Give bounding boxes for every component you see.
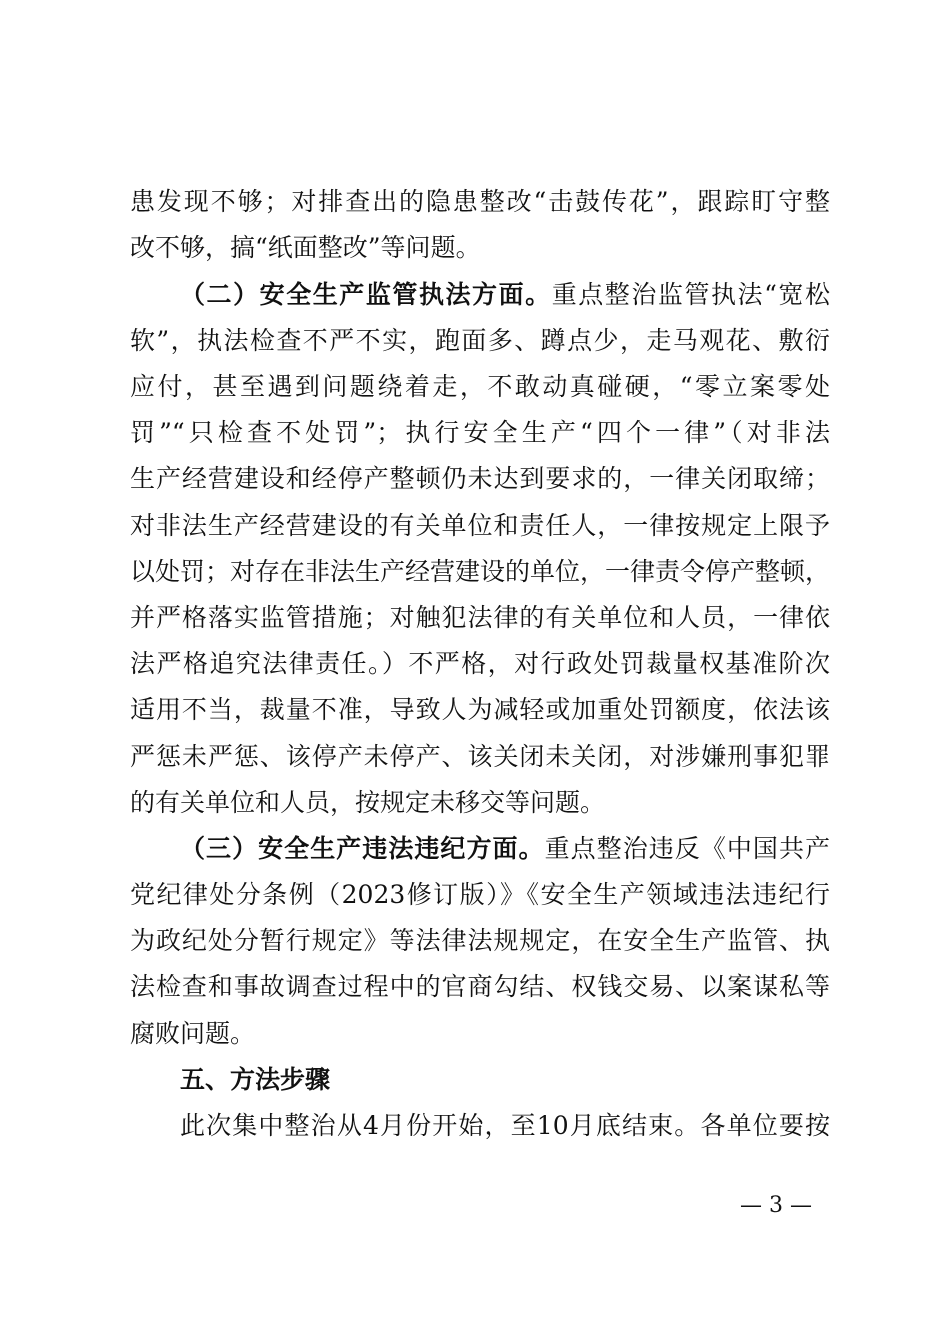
paragraph-line (180, 279, 830, 313)
paragraph-text: 重点整治违反《中国共产 (544, 834, 830, 863)
paragraph-line: 以处罚；对存在非法生产经营建设的单位，一律责令停产整顿， (130, 557, 831, 586)
paragraph-line: 应付，甚至遇到问题绕着走，不敢动真碰硬，“零立案零处 (130, 372, 830, 401)
paragraph-line: 患发现不够；对排查出的隐患整改“击鼓传花”，跟踪盯守整 (130, 187, 830, 216)
paragraph-line: 的有关单位和人员，按规定未移交等问题。 (130, 788, 606, 817)
paragraph-line: 法严格追究法律责任。）不严格，对行政处罚裁量权基准阶次 (130, 649, 830, 678)
paragraph-lead: （二）安全生产监管执法方面。 (180, 280, 552, 309)
paragraph-line: 改不够，搞“纸面整改”等问题。 (130, 233, 481, 262)
paragraph-line (180, 833, 830, 867)
paragraph-lead: （三）安全生产违法违纪方面。 (180, 834, 545, 863)
paragraph-line: 生产经营建设和经停产整顿仍未达到要求的，一律关闭取缔； (130, 464, 830, 493)
paragraph-line: 腐败问题。 (130, 1019, 256, 1048)
paragraph-text: 重点整治监管执法“宽松 (551, 280, 830, 309)
paragraph-line: 党纪律处分条例（2023修订版）》《安全生产领域违法违纪行 (130, 880, 830, 909)
section-heading: 五、方法步骤 (180, 1065, 331, 1094)
paragraph-line: 此次集中整治从4月份开始，至10月底结束。各单位要按 (180, 1111, 830, 1140)
paragraph-line: 为政纪处分暂行规定》等法律法规规定，在安全生产监管、执 (130, 926, 830, 955)
paragraph-line: 并严格落实监管措施；对触犯法律的有关单位和人员，一律依 (130, 603, 830, 632)
paragraph-line: 适用不当，裁量不准，导致人为减轻或加重处罚额度，依法该 (130, 695, 830, 724)
paragraph-line: 法检查和事故调查过程中的官商勾结、权钱交易、以案谋私等 (130, 972, 830, 1001)
paragraph-line: 软”，执法检查不严不实，跑面多、蹲点少，走马观花、敷衍 (130, 326, 830, 355)
paragraph-line: 严惩未严惩、该停产未停产、该关闭未关闭，对涉嫌刑事犯罪 (130, 742, 830, 771)
page-number: — 3 — (740, 1193, 812, 1218)
paragraph-line: 罚”“只检查不处罚”；执行安全生产“四个一律”（对非法 (130, 418, 830, 447)
paragraph-line: 对非法生产经营建设的有关单位和责任人，一律按规定上限予 (130, 511, 830, 540)
